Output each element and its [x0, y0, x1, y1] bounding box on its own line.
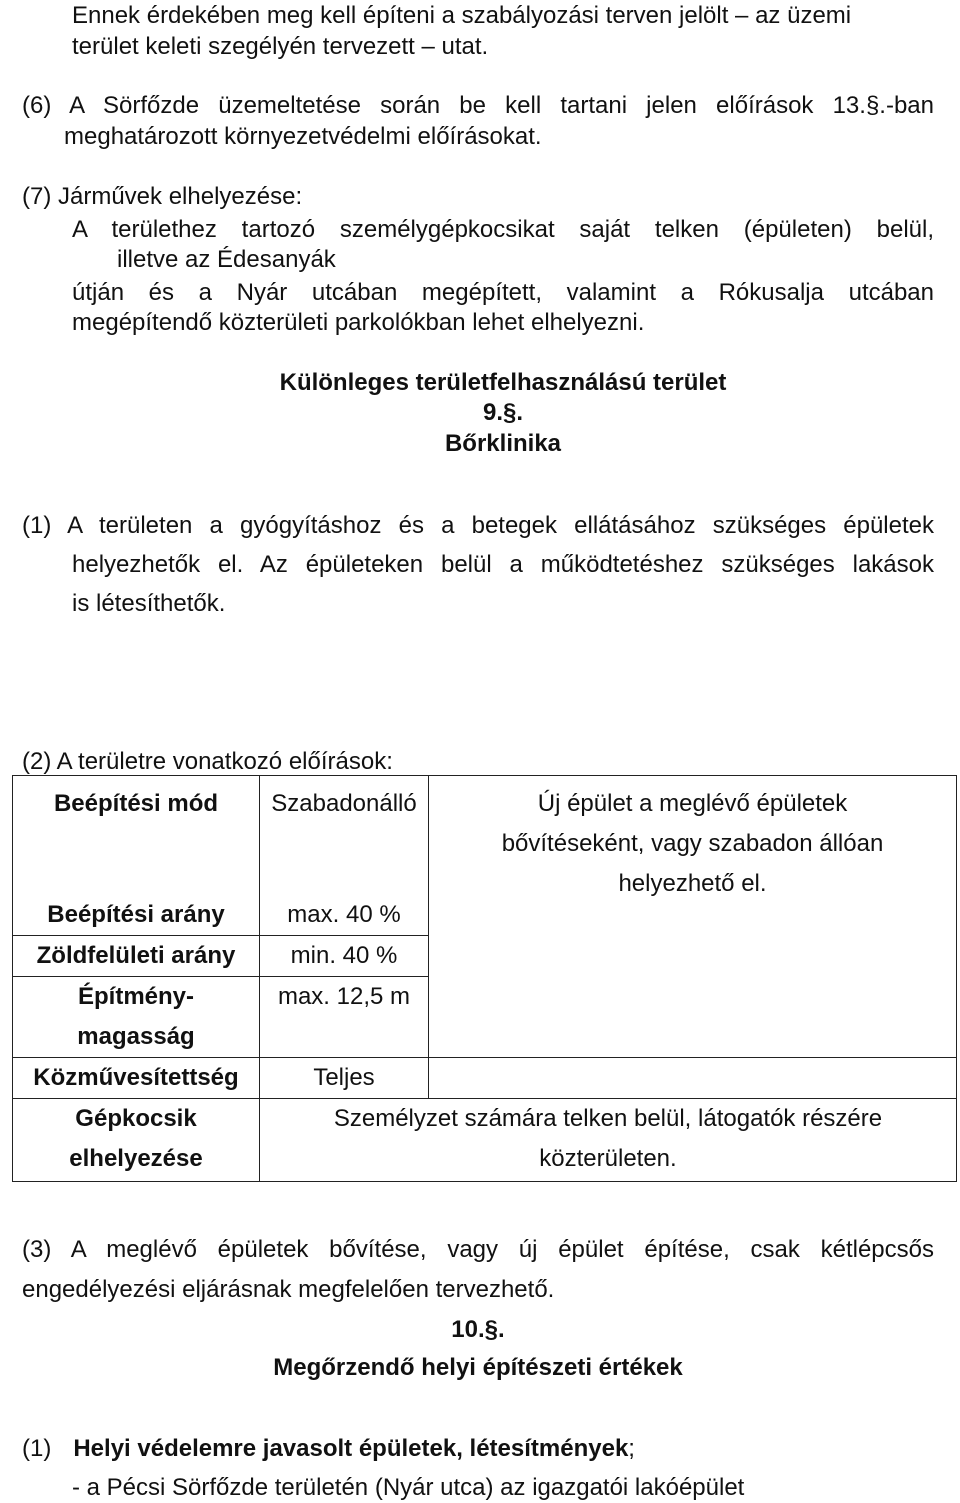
para-7-line-2: illetve az Édesanyák: [117, 246, 336, 273]
para-9-3-line-2: engedélyezési eljárásnak megfelelően tervezhető.: [22, 1276, 555, 1303]
row-value-zoldfeluleti-arany: min. 40 %: [260, 936, 429, 977]
para-7-line-3: útján és a Nyár utcában megépített, valamint a Rókusalja utcában: [72, 279, 934, 306]
para-7-line-4: megépítendő közterületi parkolókban lehet elhelyezni.: [72, 309, 645, 336]
section-9-subtitle: Bőrklinika: [444, 430, 562, 457]
row-value-epitmenymagassag: max. 12,5 m: [260, 977, 429, 1058]
para-10-1-item-1: - a Pécsi Sörfőzde területén (Nyár utca) az igazgatói lakóépület: [72, 1474, 745, 1501]
para-7-heading: (7) Járművek elhelyezése:: [22, 183, 303, 210]
row-label-gepkocsik: Gépkocsik elhelyezése: [13, 1099, 260, 1182]
para-9-1-line-1: (1) A területen a gyógyításhoz és a betegek ellátásához szükséges épületek: [22, 512, 934, 539]
row-value-gepkocsik: Személyzet számára telken belül, látogatók részére közterületen.: [260, 1099, 957, 1182]
empty-cell: [429, 1058, 957, 1099]
row-label-beepitesi-arany: Beépítési arány: [13, 895, 260, 936]
para-6-line-2: meghatározott környezetvédelmi előírásokat.: [64, 123, 542, 150]
para-9-2-heading: (2) A területre vonatkozó előírások:: [22, 748, 393, 775]
row-value-kozmuvesitettseg: Teljes: [260, 1058, 429, 1099]
para-10-1-prefix: (1): [22, 1435, 52, 1462]
row-note-beepitesi-mod: Új épület a meglévő épületek bővítéseként, vagy szabadon állóan helyezhető el.: [429, 776, 957, 1058]
intro-line-2: terület keleti szegélyén tervezett – utat.: [72, 33, 489, 60]
section-9-title: Különleges területfelhasználású terület: [279, 369, 727, 396]
table-row: [13, 1099, 957, 1182]
regulations-table: [12, 775, 957, 1182]
para-7-line-1: A területhez tartozó személygépkocsikat saját telken (épületen) belül,: [72, 216, 934, 243]
intro-line-1: Ennek érdekében meg kell építeni a szabályozási terven jelölt – az üzemi: [72, 2, 852, 29]
para-10-1-line: [22, 1437, 635, 1461]
row-label-epitmenymagassag: Építmény-magasság: [13, 977, 260, 1058]
para-6-line-1: (6) A Sörfőzde üzemeltetése során be kell tartani jelen előírások 13.§.-ban: [22, 92, 934, 119]
row-value-beepitesi-mod: Szabadonálló: [260, 776, 429, 895]
section-10-title: Megőrzendő helyi építészeti értékek: [273, 1354, 683, 1381]
row-label-zoldfeluleti-arany: Zöldfelületi arány: [13, 936, 260, 977]
row-label-beepitesi-mod: Beépítési mód: [13, 776, 260, 895]
table-row: [13, 776, 957, 895]
para-9-1-line-3: is létesíthetők.: [72, 590, 226, 617]
table-row: [13, 1058, 957, 1099]
para-9-3-line-1: (3) A meglévő épületek bővítése, vagy új épület építése, csak kétlépcsős: [22, 1236, 934, 1263]
section-9-number: 9.§.: [482, 399, 524, 426]
para-9-1-line-2: helyezhetők el. Az épületeken belül a működtetéshez szükséges lakások: [72, 551, 934, 578]
row-value-beepitesi-arany: max. 40 %: [260, 895, 429, 936]
para-10-1-suffix: ;: [628, 1435, 635, 1462]
para-10-1-heading: Helyi védelemre javasolt épületek, létesítmények: [73, 1435, 629, 1462]
section-10-number: 10.§.: [451, 1316, 505, 1343]
row-label-kozmuvesitettseg: Közművesítettség: [13, 1058, 260, 1099]
